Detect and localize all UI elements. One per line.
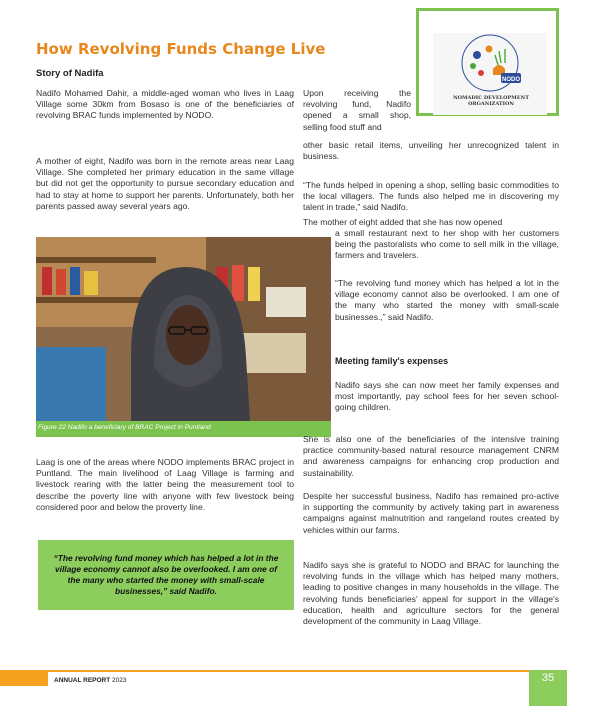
nadifo-photo	[36, 237, 331, 437]
page-title: How Revolving Funds Change Live	[36, 40, 326, 58]
left-paragraph-1: Nadifo Mohamed Dahir, a middle-aged woman who lives in Laag Village some 30km from Bosaso is one of the beneficiaries of revolving BRAC funds implemented by NODO.	[36, 88, 294, 121]
section-heading-family-expenses: Meeting family's expenses	[335, 356, 449, 366]
right-paragraph-3-lead: The mother of eight added that she has now opened	[303, 217, 503, 227]
left-paragraph-3: Laag is one of the areas where NODO implements BRAC project in Puntland. The main livelihood of Laag Village is farming and livestock rearing with the latter being the measurement tool to describe the poverty line with anyone with few livestock being considered poor and below the proverty line.	[36, 457, 294, 512]
page-number: 35	[541, 672, 555, 684]
right-paragraph-5: Nadifo says she can now meet her family expenses and most importantly, pay school fees for her seven school-going children.	[335, 380, 559, 413]
right-paragraph-6: She is also one of the beneficiaries of the intensive training practice community-based natural resource management CNRM and awareness campaigns for enhancing crop production and sustainability.	[303, 434, 559, 478]
footer-label	[54, 677, 127, 684]
logo-org-line2: ORGANIZATION	[468, 101, 514, 107]
photo-caption: Figure 22 Nadifo a beneficiary of BRAC Project in Puntland	[38, 424, 211, 431]
right-paragraph-1-narrow: Upon receiving the revolving fund, Nadifo opened a small shop, selling food stuff and	[303, 88, 411, 132]
nodo-logo-frame	[416, 8, 559, 116]
footer-report-label: ANNUAL REPORT	[54, 677, 111, 684]
story-subtitle: Story of Nadifa	[36, 68, 104, 79]
nadifo-portrait-image	[36, 237, 331, 437]
pull-quote-text: “The revolving fund money which has helped a lot in the village economy cannot also be overlooked. I am one of the many who started the money with small-scale businesses,” said Nadifo.	[53, 553, 279, 596]
logo-caption	[441, 95, 541, 107]
left-paragraph-2: A mother of eight, Nadifo was born in the remote areas near Laag Village. She completed her primary education in the same village but did not get the opportunity to pursue secondary education and had to stay at home to support her parents. Unfortunately, both her parents passed away several years ago.	[36, 156, 294, 211]
logo-org-line1: NOMADIC DEVELOPMENT	[453, 95, 529, 101]
footer-report-year: 2023	[112, 677, 127, 684]
nodo-emblem-icon	[433, 33, 547, 93]
right-paragraph-8: Nadifo says she is grateful to NODO and BRAC for launching the revolving funds in the village which has helped many mothers, leading to positive changes in many households in the village. The revolving funds beneficiaries' appeal for support in the village's education, health and agriculture sectors for the general development of the community in Laag Village.	[303, 560, 559, 627]
right-paragraph-3-indent: a small restaurant next to her shop with her customers being the pastoralists who come to sell milk in the village, farmers and travelers.	[335, 228, 559, 261]
footer-band	[0, 670, 595, 706]
right-paragraph-1-rest: other basic retail items, unveiling her unrecognized talent in business.	[303, 140, 559, 162]
right-paragraph-4: “The revolving fund money which has helped a lot in the village economy cannot also be overlooked. I am one of the many who started the money with small-scale businesses.,” said Nadifo.	[335, 278, 559, 322]
right-paragraph-7: Despite her successful business, Nadifo has remained pro-active in supporting the community by actively taking part in awareness campaigns against malnutrition and rangeland routes created by vehicles within our farms.	[303, 491, 559, 535]
right-paragraph-2: “The funds helped in opening a shop, selling basic commodities to the local villagers. The funds also helped me in discovering my talent in trade,” said Nadifo.	[303, 180, 559, 213]
logo-badge-text: NODO	[502, 77, 520, 83]
pull-quote-box	[38, 540, 294, 610]
nodo-logo	[433, 33, 547, 115]
